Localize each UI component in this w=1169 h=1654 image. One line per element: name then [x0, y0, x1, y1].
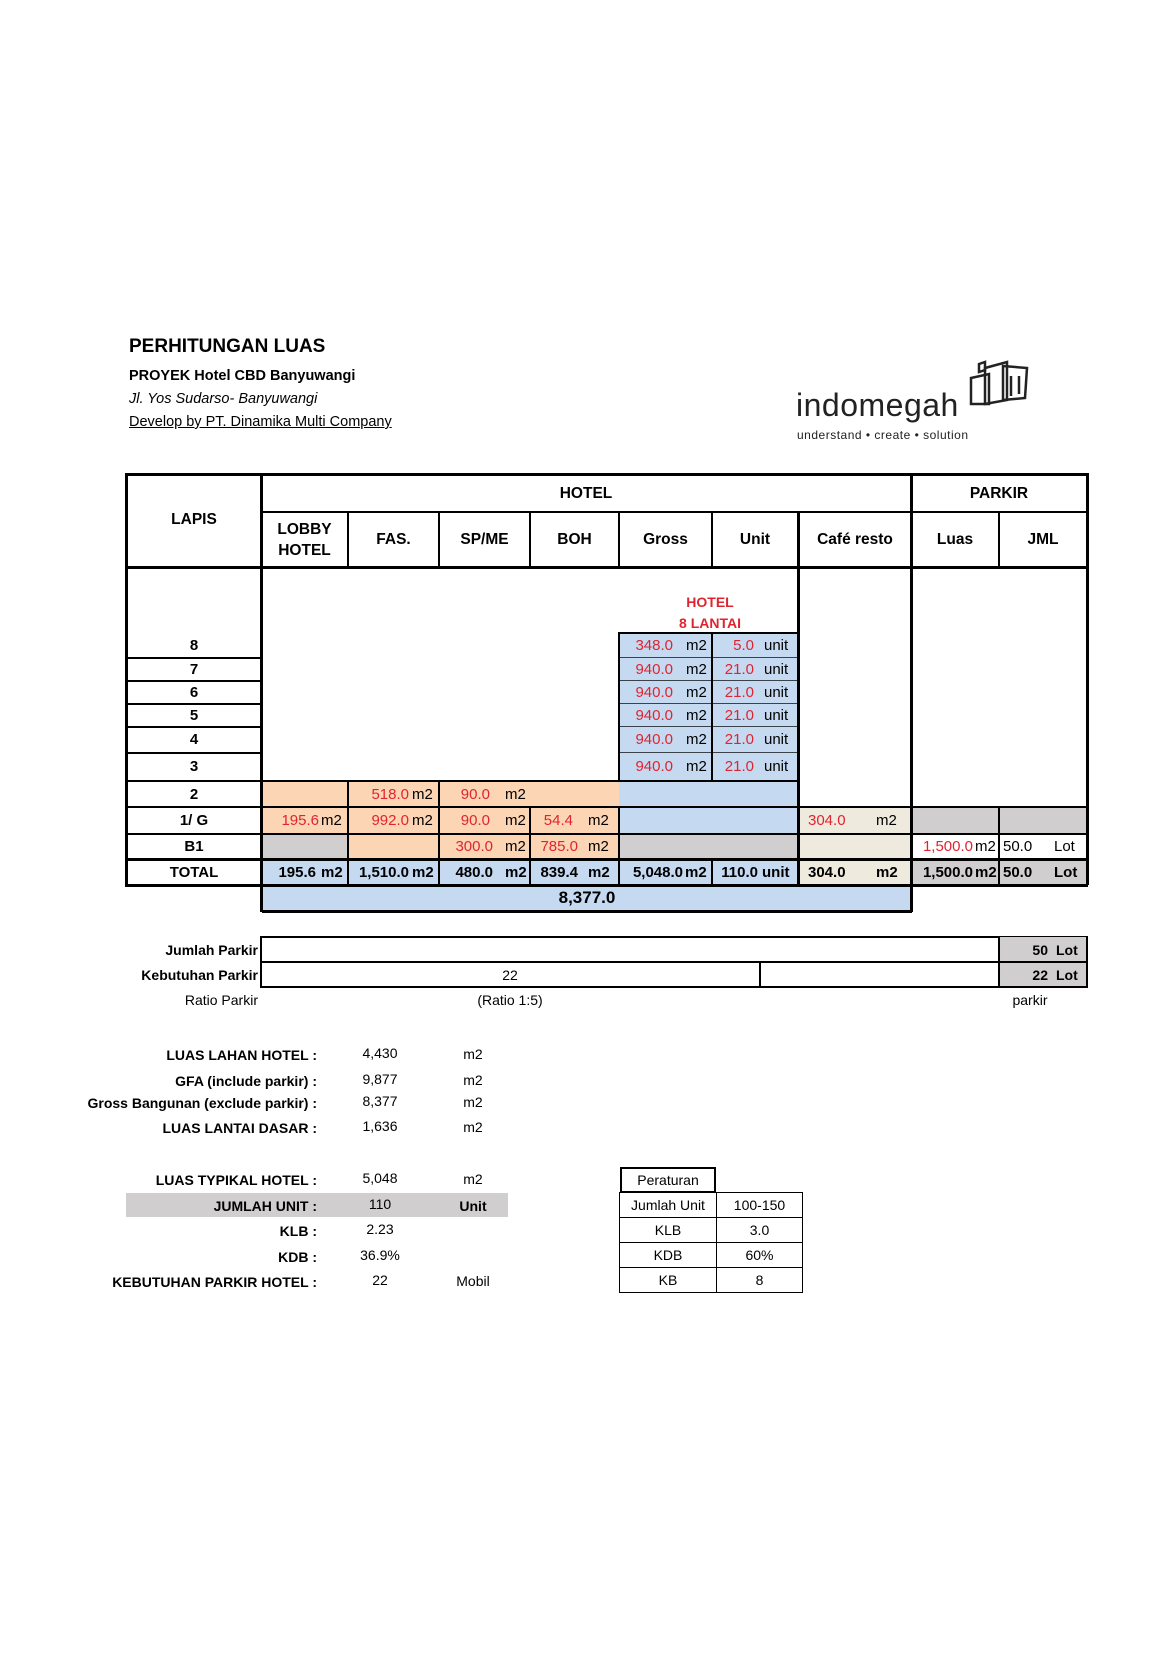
- unit-label: m2: [321, 864, 343, 881]
- summary-value: 5,048: [362, 1170, 398, 1186]
- summary-label: KDB :: [278, 1249, 317, 1265]
- unit-label: m2: [686, 683, 707, 701]
- summary-value: 9,877: [362, 1071, 398, 1087]
- unit-label: m2: [588, 864, 610, 881]
- kebutuhan-parkir-value: 22: [1032, 967, 1048, 983]
- summary-label: KLB :: [279, 1223, 317, 1239]
- unit-label: m2: [686, 758, 707, 775]
- unit-label: m2: [412, 785, 433, 803]
- total-parkir-jml: 50.0: [1003, 864, 1033, 881]
- total-unit: 110.0: [721, 864, 758, 881]
- gross-value: 940.0: [635, 758, 673, 775]
- summary-unit: m2: [463, 1072, 483, 1088]
- logo-wordmark: indomegah: [796, 387, 959, 423]
- cafe-value: 304.0: [808, 812, 846, 829]
- unit-label: m2: [412, 864, 434, 881]
- summary-label: LUAS TYPIKAL HOTEL :: [155, 1172, 317, 1188]
- header-lobby: LOBBY HOTEL: [277, 520, 332, 559]
- header-parkir: PARKIR: [969, 484, 1029, 502]
- project-name: PROYEK Hotel CBD Banyuwangi: [129, 368, 356, 384]
- unit-label: m2: [975, 838, 996, 855]
- grey-fill-b1: [619, 834, 799, 860]
- floor-label: 8: [189, 636, 199, 654]
- unit-count-value: 5.0: [733, 636, 754, 654]
- header-unit: Unit: [739, 530, 771, 548]
- lot-label: Lot: [1054, 864, 1078, 881]
- summary-label: Gross Bangunan (exclude parkir) :: [87, 1095, 317, 1111]
- kebutuhan-parkir-mid: 22: [502, 967, 518, 983]
- summary-unit: m2: [463, 1119, 483, 1135]
- unit-label: m2: [975, 864, 997, 881]
- hotel-note-line1: HOTEL: [686, 594, 734, 610]
- header-gross: Gross: [643, 530, 688, 548]
- header-luas: Luas: [936, 530, 974, 548]
- unit-word: unit: [764, 706, 789, 724]
- unit-label: m2: [321, 812, 342, 829]
- boh-value: 785.0: [540, 838, 578, 855]
- regulation-title: Peraturan: [620, 1167, 716, 1193]
- fas-fill-b1: [348, 834, 439, 860]
- hotel-note-line2: 8 LANTAI: [679, 615, 741, 631]
- grand-total: 8,377.0: [558, 888, 616, 907]
- gross-value: 348.0: [635, 636, 673, 654]
- unit-label: m2: [412, 812, 433, 829]
- regulation-row: [620, 1218, 803, 1243]
- unit-count-value: 21.0: [724, 683, 754, 701]
- total-cafe: 304.0: [808, 864, 846, 881]
- logo-tagline: understand • create • solution: [797, 428, 969, 442]
- summary-value: 22: [372, 1272, 388, 1288]
- floor-label: 2: [189, 785, 199, 803]
- logo-icon: [967, 360, 1037, 420]
- floor-label: 3: [189, 758, 199, 775]
- regulation-key: Jumlah Unit: [620, 1193, 717, 1218]
- floor-label: 6: [189, 683, 199, 701]
- regulation-row: [620, 1193, 803, 1218]
- unit-count-value: 21.0: [724, 731, 754, 748]
- unit-label: m2: [685, 864, 707, 881]
- floor-label: 5: [189, 706, 199, 724]
- gross-value: 940.0: [635, 683, 673, 701]
- total-boh: 839.4: [540, 864, 578, 881]
- parkir-luas-value: 1,500.0: [922, 838, 973, 855]
- unit-label: m2: [686, 731, 707, 748]
- ratio-parkir-value: (Ratio 1:5): [477, 992, 543, 1008]
- ratio-parkir-unit: parkir: [1012, 992, 1048, 1008]
- total-parkir-luas: 1,500.0: [922, 864, 973, 881]
- unit-label: m2: [686, 660, 707, 678]
- floor-label: B1: [184, 838, 204, 855]
- regulation-value: 60%: [717, 1243, 803, 1268]
- boh-value: 54.4: [543, 812, 573, 829]
- gross-value: 940.0: [635, 706, 673, 724]
- summary-value: 1,636: [362, 1118, 398, 1134]
- unit-label: m2: [686, 706, 707, 724]
- summary-label: LUAS LAHAN HOTEL :: [166, 1047, 317, 1063]
- jumlah-parkir-label: Jumlah Parkir: [165, 942, 258, 958]
- summary-label: JUMLAH UNIT :: [213, 1198, 317, 1214]
- summary-value: 2.23: [366, 1221, 394, 1237]
- regulation-key: KLB: [620, 1218, 717, 1243]
- project-address: Jl. Yos Sudarso- Banyuwangi: [129, 391, 318, 407]
- gross-value: 940.0: [635, 660, 673, 678]
- regulation-value: 8: [717, 1268, 803, 1293]
- unit-count-value: 21.0: [724, 660, 754, 678]
- total-label: TOTAL: [169, 864, 219, 881]
- header-fas: FAS.: [376, 530, 411, 548]
- floor-label: 7: [189, 660, 199, 678]
- unit-word: unit: [764, 758, 789, 775]
- summary-value: 4,430: [362, 1045, 398, 1061]
- header-cafe: Café resto: [817, 530, 893, 548]
- cafe-fill-b1: [799, 834, 912, 860]
- regulation-value: 3.0: [717, 1218, 803, 1243]
- summary-unit: m2: [463, 1094, 483, 1110]
- summary-label: LUAS LANTAI DASAR :: [162, 1120, 317, 1136]
- total-spme: 480.0: [455, 864, 493, 881]
- total-fas: 1,510.0: [358, 864, 409, 881]
- unit-count-value: 21.0: [724, 706, 754, 724]
- unit-word: unit: [762, 864, 790, 881]
- summary-unit: m2: [463, 1046, 483, 1062]
- total-gross: 5,048.0: [632, 864, 683, 881]
- unit-label: m2: [686, 636, 707, 654]
- floor-label: 1/ G: [179, 812, 209, 829]
- lot-label: Lot: [1056, 967, 1078, 983]
- unit-label: m2: [505, 864, 527, 881]
- regulation-key: KB: [620, 1268, 717, 1293]
- summary-value: 110: [368, 1196, 392, 1212]
- unit-label: m2: [588, 812, 609, 829]
- grey-fill: [262, 834, 348, 860]
- parkir-jml-value: 50.0: [1003, 838, 1033, 855]
- lot-label: Lot: [1054, 838, 1075, 855]
- header-lapis: LAPIS: [171, 511, 217, 528]
- header-jml: JML: [1027, 530, 1059, 548]
- unit-word: unit: [764, 660, 789, 678]
- parkir-grey-fill: [912, 807, 1088, 834]
- unit-label: m2: [876, 812, 897, 829]
- summary-value: 8,377: [362, 1093, 398, 1109]
- regulation-row: [620, 1268, 803, 1293]
- regulation-value: 100-150: [717, 1193, 803, 1218]
- header-hotel: HOTEL: [559, 484, 613, 502]
- developer-line: Develop by PT. Dinamika Multi Company: [129, 414, 392, 430]
- header-boh: BOH: [557, 530, 592, 548]
- floor-label: 4: [189, 731, 199, 748]
- spme-value: 300.0: [455, 838, 493, 855]
- lobby-value: 195.6: [281, 812, 319, 829]
- unit-label: m2: [505, 812, 526, 829]
- unit-label: m2: [876, 864, 898, 881]
- spme-value: 90.0: [460, 785, 490, 803]
- regulation-table: [619, 1192, 803, 1293]
- summary-value: 36.9%: [360, 1247, 400, 1263]
- ratio-parkir-label: Ratio Parkir: [184, 992, 258, 1008]
- page-title: PERHITUNGAN LUAS: [129, 336, 326, 357]
- unit-count-value: 21.0: [724, 758, 754, 775]
- regulation-row: [620, 1243, 803, 1268]
- unit-label: m2: [505, 785, 526, 803]
- summary-label: GFA (include parkir) :: [175, 1073, 317, 1089]
- summary-unit: m2: [463, 1171, 483, 1187]
- total-lobby: 195.6: [278, 864, 316, 881]
- spme-value: 90.0: [460, 812, 490, 829]
- unit-label: m2: [505, 838, 526, 855]
- unit-word: unit: [764, 636, 789, 654]
- unit-word: unit: [764, 731, 789, 748]
- regulation-key: KDB: [620, 1243, 717, 1268]
- lot-label: Lot: [1056, 942, 1078, 958]
- header-spme: SP/ME: [460, 530, 509, 548]
- fas-value: 992.0: [371, 812, 409, 829]
- summary-unit: Unit: [459, 1198, 487, 1214]
- kebutuhan-parkir-label: Kebutuhan Parkir: [141, 967, 258, 983]
- summary-unit: Mobil: [456, 1273, 490, 1289]
- fas-value: 518.0: [371, 785, 409, 803]
- gross-value: 940.0: [635, 731, 673, 748]
- summary-label: KEBUTUHAN PARKIR HOTEL :: [112, 1274, 317, 1290]
- jumlah-parkir-value: 50: [1032, 942, 1048, 958]
- unit-label: m2: [588, 838, 609, 855]
- unit-word: unit: [764, 683, 789, 701]
